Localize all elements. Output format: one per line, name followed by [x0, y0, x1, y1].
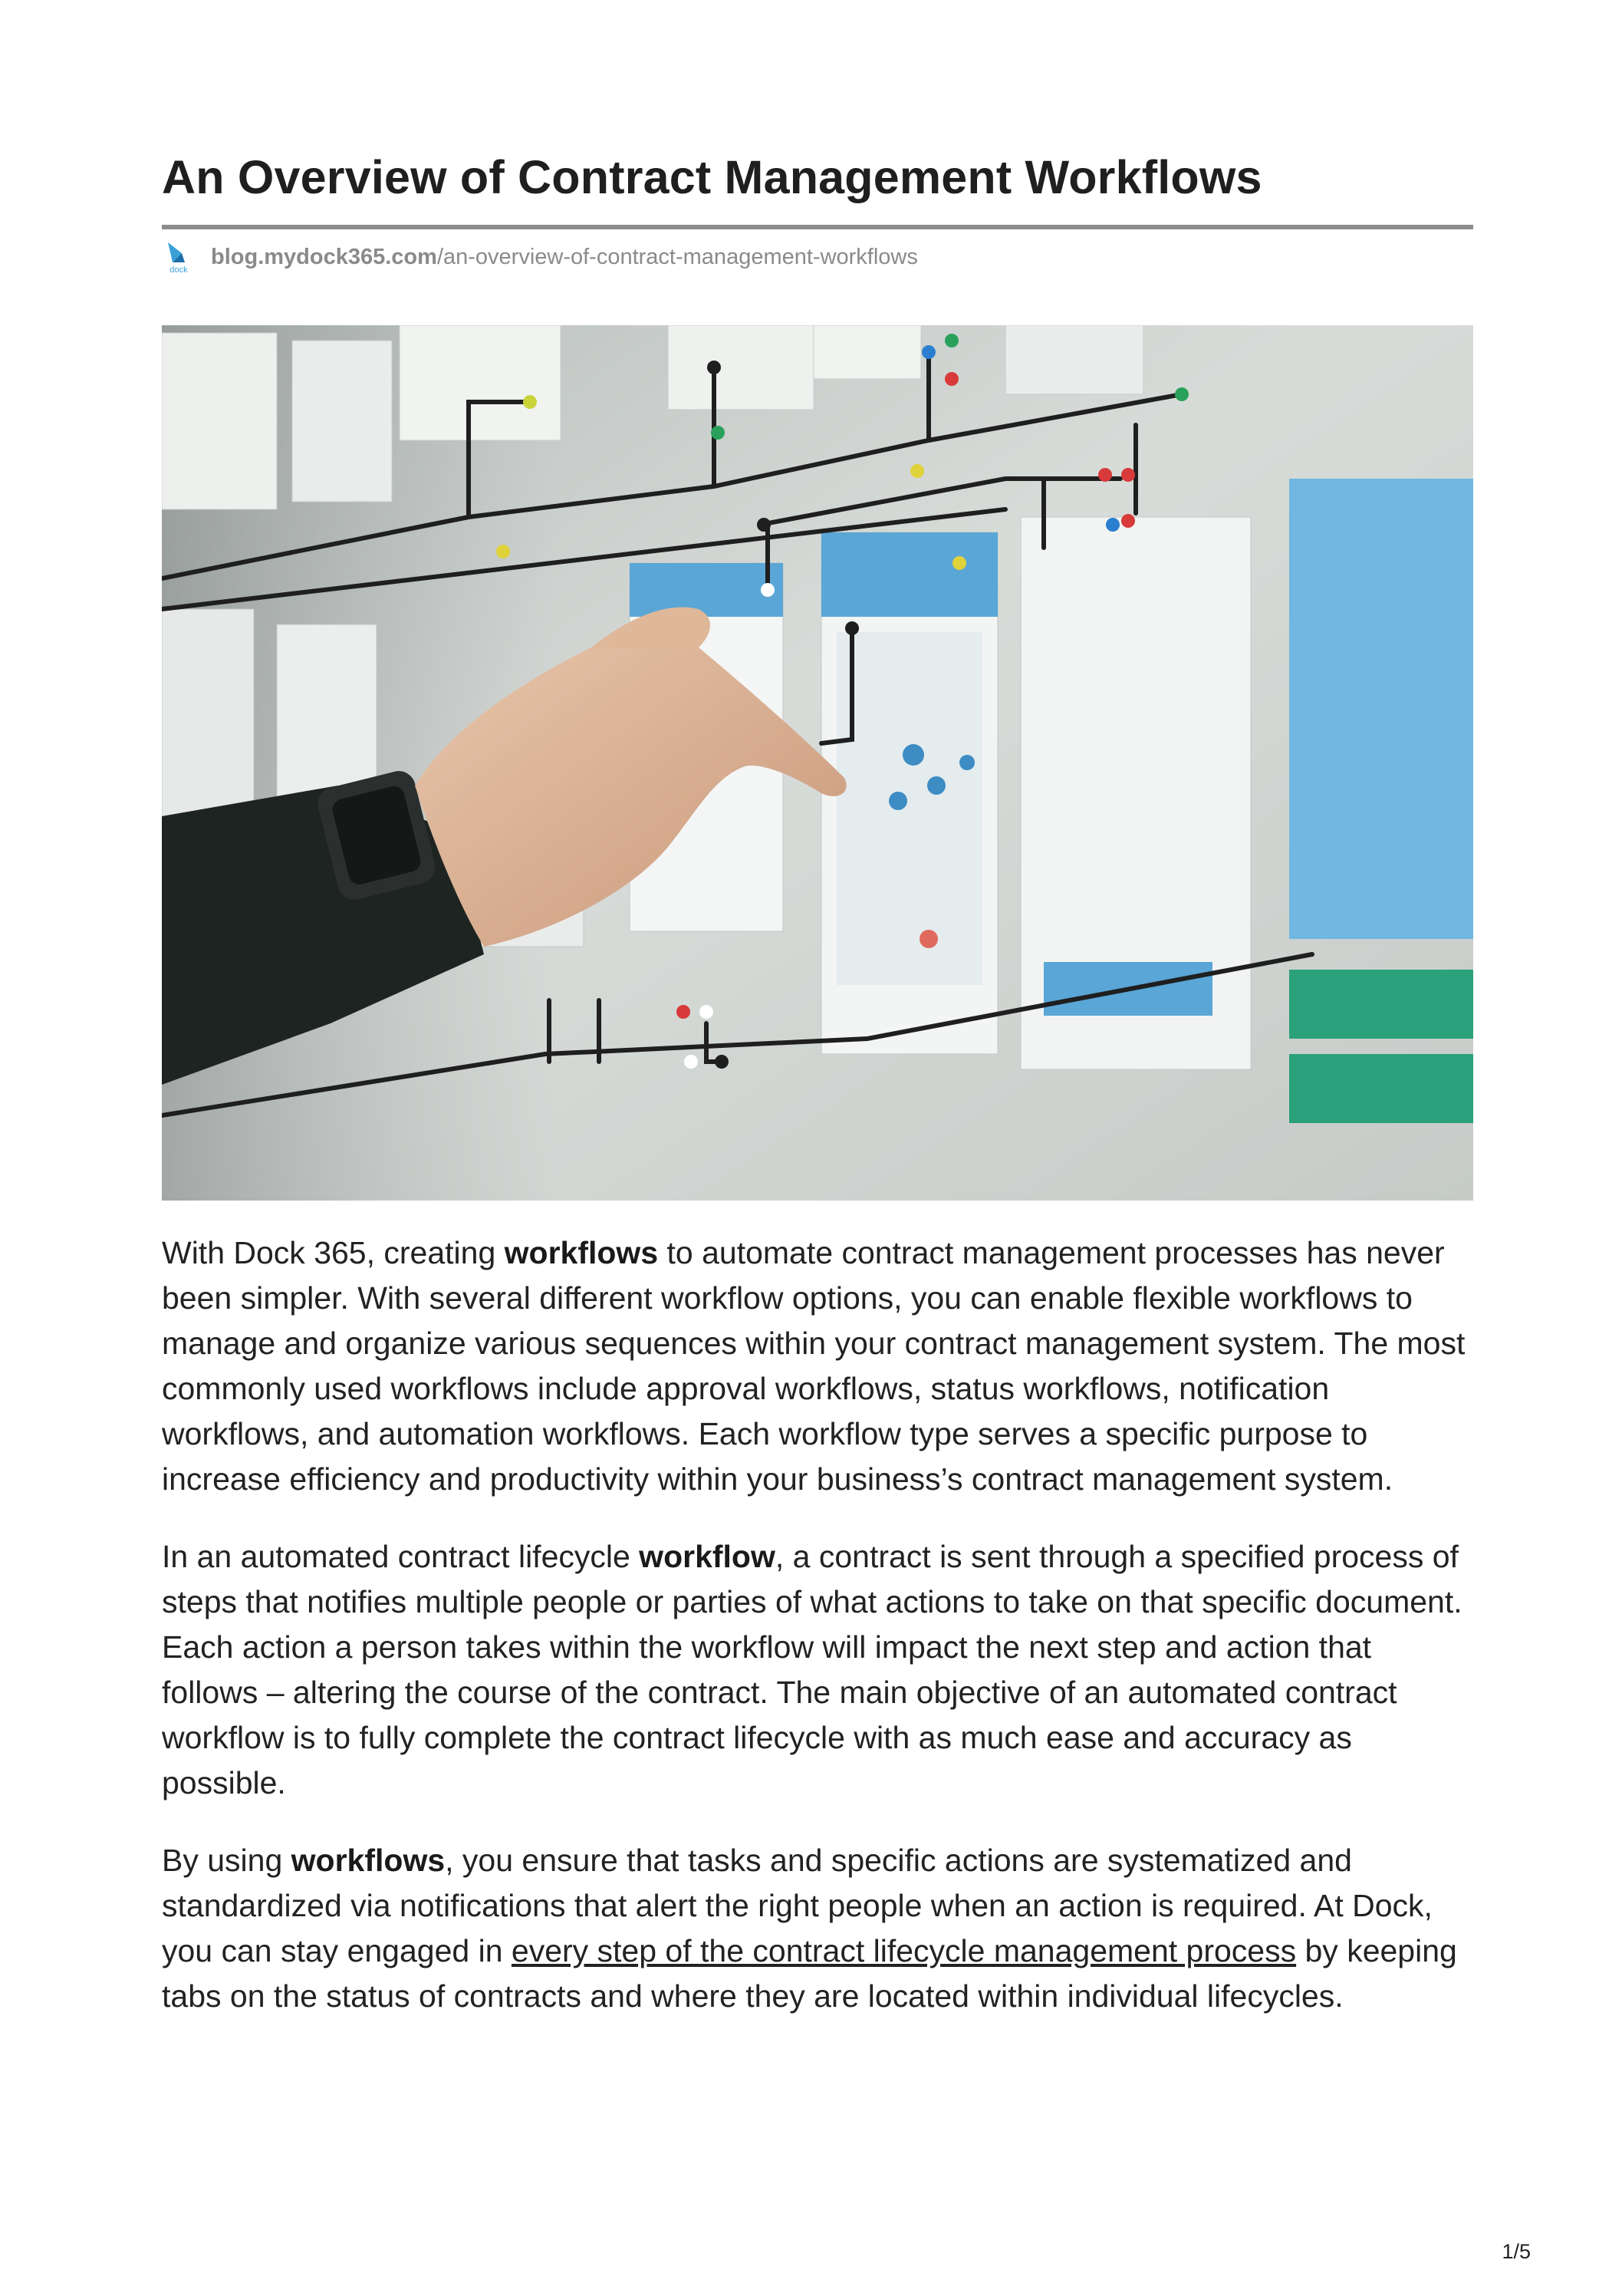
dock-logo-icon: [162, 239, 196, 275]
dock-logo-text: dock: [169, 265, 188, 275]
article-body: [162, 1230, 1473, 2051]
paragraph-2-text-b: , a contract is sent through a specified process of steps that notifies multiple people or parties of what actions to take on that specific document. Each action a person takes within the workflow will impact the next step and action that follows – altering the course of the contract. The main objective of an automated contract workflow is to fully complete the contract lifecycle with as much ease and accuracy as possible.: [162, 1539, 1462, 1800]
paragraph-1-text-b: to automate contract management processes has never been simpler. With several different workflow options, you can enable flexible workflows to manage and organize various sequences within your contract management system. The most commonly used workflows include approval workflows, status workflows, notification workflows, and automation workflows. Each workflow type serves a specific purpose to increase efficiency and productivity within your business’s contract management system.: [162, 1235, 1466, 1497]
page-title: An Overview of Contract Management Workflows: [162, 151, 1262, 203]
paragraph-3-text-a: By using: [162, 1843, 291, 1878]
photo-icon: [162, 325, 1473, 1201]
source-path: /an-overview-of-contract-management-workflows: [436, 244, 918, 269]
paragraph-2-text-a: In an automated contract lifecycle: [162, 1539, 640, 1574]
paragraph-1: [162, 1230, 1473, 1502]
paragraph-2: [162, 1534, 1473, 1806]
paragraph-3-text-b: , you ensure that tasks and specific actions are systematized and standardized via notifications that alert the right people when an action is required. At Dock, you can stay engaged in: [162, 1843, 1433, 1968]
title-divider: [162, 225, 1473, 229]
paragraph-1-bold: workflows: [504, 1235, 659, 1270]
paragraph-2-bold: workflow: [639, 1539, 775, 1574]
paragraph-3-text-c: by keeping tabs on the status of contracts and where they are located within individual lifecycles.: [162, 1933, 1457, 2014]
paragraph-1-text-a: With Dock 365, creating: [162, 1235, 505, 1270]
hero-photo: [162, 325, 1473, 1201]
source-domain: blog.mydock365.com: [211, 244, 437, 269]
source-line: [162, 239, 918, 275]
paragraph-3-bold: workflows: [291, 1843, 446, 1878]
page-number: 1/5: [1502, 2240, 1531, 2263]
paragraph-3: [162, 1838, 1473, 2019]
lifecycle-process-link[interactable]: every step of the contract lifecycle management process: [511, 1933, 1297, 1968]
